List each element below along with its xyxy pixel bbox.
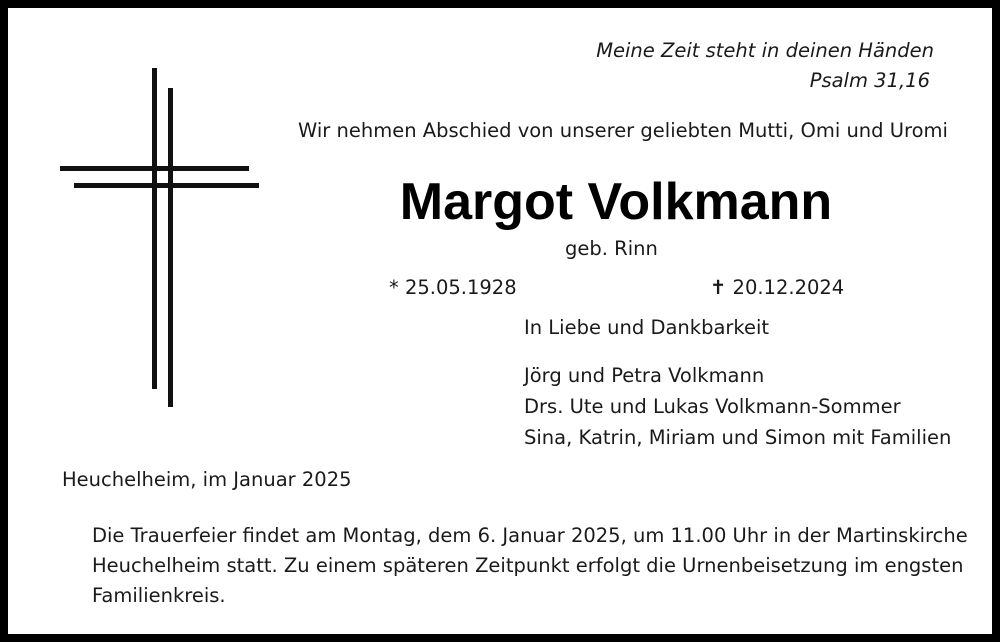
- maiden-name: geb. Rinn: [565, 237, 658, 260]
- mourner-line: Sina, Katrin, Miriam und Simon mit Familien: [524, 426, 952, 449]
- psalm-reference: Psalm 31,16: [809, 69, 930, 92]
- death-cross-icon: ✝: [710, 276, 727, 299]
- birth-date: * 25.05.1928: [389, 276, 517, 299]
- mourner-line: Jörg und Petra Volkmann: [524, 364, 765, 387]
- place-date: Heuchelheim, im Januar 2025: [62, 468, 352, 491]
- gratitude-text: In Liebe und Dankbarkeit: [524, 316, 770, 339]
- death-date-group: [710, 278, 844, 298]
- funeral-announcement: [92, 521, 972, 611]
- announcement-line: Die Trauerfeier findet am Montag, dem 6. Januar 2025, um 11.00 Uhr in der Martinskirche: [92, 524, 968, 547]
- announcement-line: Heuchelheim statt. Zu einem späteren Zeitpunkt erfolgt die Urnenbeisetzung im engsten: [92, 554, 964, 577]
- motto-line: Meine Zeit steht in deinen Händen: [596, 39, 934, 62]
- announcement-line: Familienkreis.: [92, 584, 226, 607]
- intro-text: Wir nehmen Abschied von unserer geliebten Mutti, Omi und Uromi: [298, 119, 948, 142]
- mourner-line: Drs. Ute und Lukas Volkmann-Sommer: [524, 395, 901, 418]
- deceased-name: Margot Volkmann: [399, 173, 833, 231]
- death-date: 20.12.2024: [732, 276, 845, 299]
